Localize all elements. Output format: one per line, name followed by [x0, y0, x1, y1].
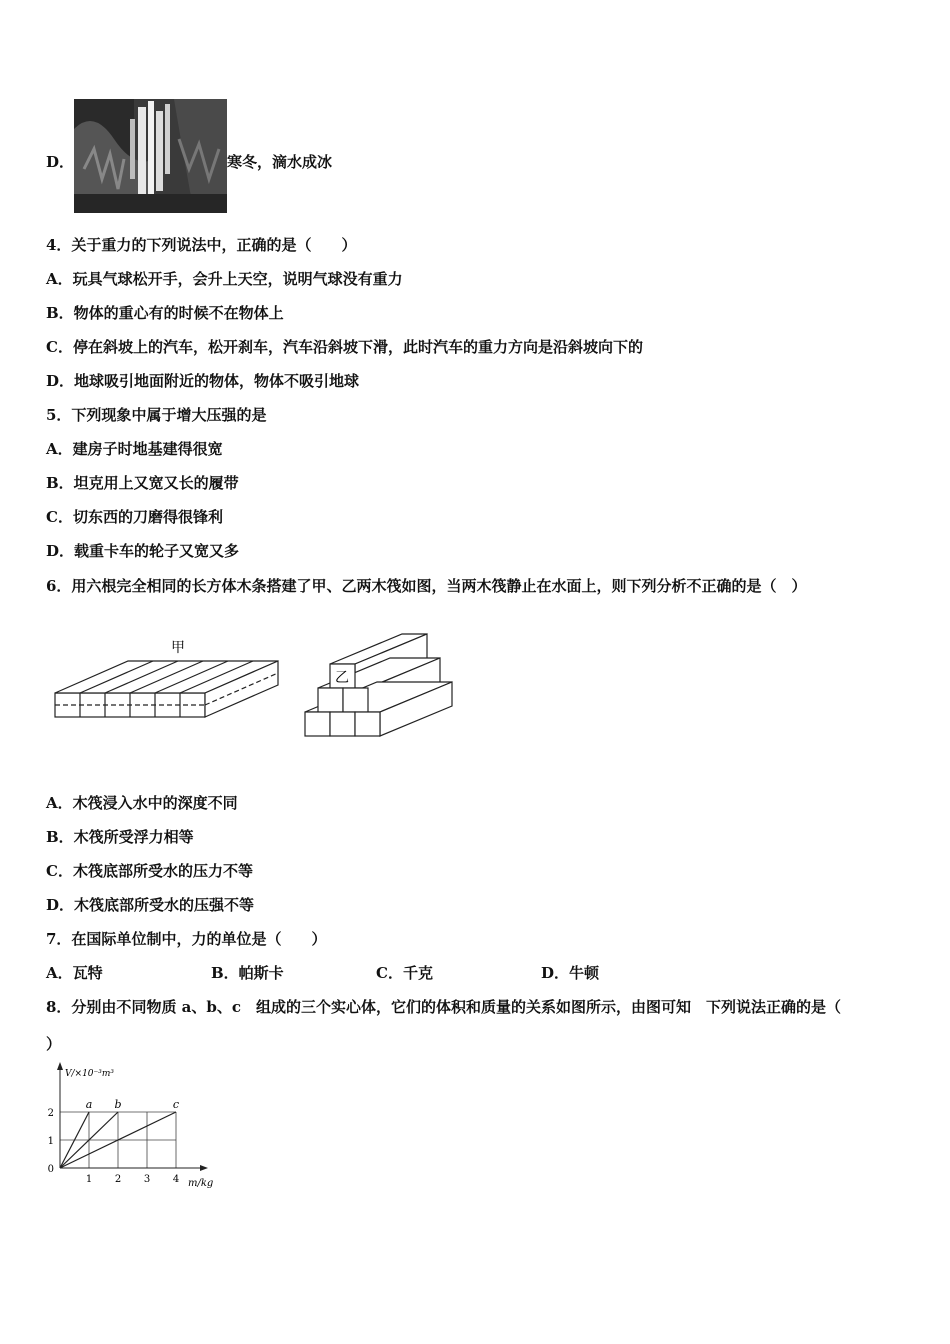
q8-stem-line2: ）: [46, 1035, 62, 1053]
series-label-c: c: [172, 1098, 180, 1111]
x-axis-label: m/kg: [188, 1178, 214, 1189]
q6-option-a: A．木筏浸入水中的深度不同: [46, 794, 238, 812]
q4-option-d: D．地球吸引地面附近的物体，物体不吸引地球: [46, 372, 360, 390]
y-tick-label: 1: [47, 1136, 54, 1147]
x-axis-arrow: [200, 1165, 208, 1171]
q4-option-c: C．停在斜坡上的汽车，松开刹车，汽车沿斜坡下滑，此时汽车的重力方向是沿斜坡向下的: [46, 338, 643, 356]
series-label-a: a: [85, 1098, 93, 1111]
q6-option-b: B．木筏所受浮力相等: [46, 828, 194, 846]
q3-option-d-label: D．: [46, 153, 75, 171]
icicles-photo: [74, 99, 227, 213]
label-yi: 乙: [335, 670, 349, 686]
q7-stem: 7．在国际单位制中，力的单位是（ ）: [46, 930, 327, 948]
y-axis-label: V/×10⁻³m³: [65, 1069, 115, 1079]
label-jia: 甲: [171, 640, 185, 656]
raft-yi: [305, 634, 452, 736]
q6-option-d: D．木筏底部所受水的压强不等: [46, 896, 255, 914]
q4-option-a: A．玩具气球松开手，会升上天空，说明气球没有重力: [46, 270, 403, 288]
series-label-b: b: [114, 1098, 122, 1111]
q5-option-a: A．建房子时地基建得很宽: [46, 440, 223, 458]
q3-option-d-text: 寒冬，滴水成冰: [227, 153, 333, 171]
q7-option-b: B．帕斯卡: [211, 964, 284, 982]
origin-label: 0: [47, 1164, 54, 1175]
q4-option-b: B．物体的重心有的时候不在物体上: [46, 304, 284, 322]
x-tick-label: 1: [85, 1174, 93, 1185]
y-tick-label: 2: [47, 1108, 54, 1119]
q4-stem: 4．关于重力的下列说法中，正确的是（ ）: [46, 236, 357, 254]
q7-option-d: D．牛顿: [541, 964, 600, 982]
q7-option-c: C．千克: [376, 964, 433, 982]
x-tick-label: 3: [143, 1174, 151, 1185]
volume-mass-chart: [40, 1062, 230, 1192]
q5-option-b: B．坦克用上又宽又长的履带: [46, 474, 239, 492]
q5-option-c: C．切东西的刀磨得很锋利: [46, 508, 223, 526]
q7-options: [46, 963, 706, 983]
q5-stem: 5．下列现象中属于增大压强的是: [46, 406, 267, 424]
q5-option-d: D．载重卡车的轮子又宽又多: [46, 542, 240, 560]
raft-figure: [50, 630, 460, 750]
x-tick-label: 4: [172, 1174, 180, 1185]
x-tick-label: 2: [114, 1174, 122, 1185]
raft-jia: [55, 661, 278, 717]
y-axis-arrow: [57, 1062, 63, 1070]
q6-option-c: C．木筏底部所受水的压力不等: [46, 862, 253, 880]
q6-stem: 6．用六根完全相同的长方体木条搭建了甲、乙两木筏如图，当两木筏静止在水面上，则下列分析不正确的是（ ）: [46, 577, 807, 595]
q8-stem-line1: 8．分别由不同物质 a、b、c 组成的三个实心体，它们的体积和质量的关系如图所示，由图可知 下列说法正确的是（: [46, 998, 842, 1016]
q7-option-a: A．瓦特: [46, 964, 103, 982]
